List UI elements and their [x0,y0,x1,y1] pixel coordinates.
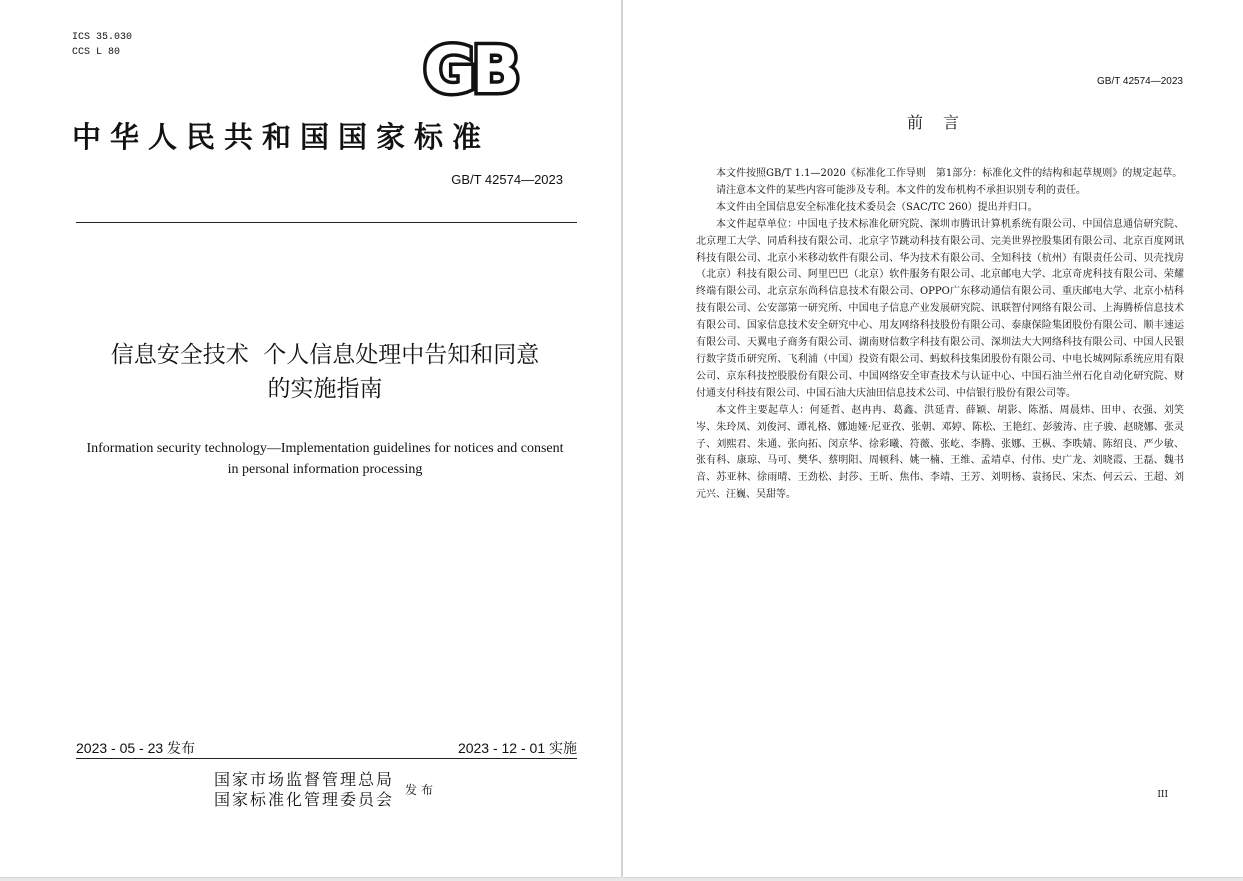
issuing-authorities [214,770,394,810]
page-number: III [1157,790,1168,800]
paragraph-drafting-rules: 本文件按照GB/T 1.1—2020《标准化工作导则 第1部分：标准化文件的结构和起草规则》的规定起草。 [716,168,1183,179]
paragraph-proposer: 本文件由全国信息安全标准化技术委员会（SAC/TC 260）提出并归口。 [716,201,1038,213]
document-title-en [70,438,580,480]
ics-code: ICS 35.030 [72,32,133,43]
publish-date: 2023 - 05 - 23 发布 [76,740,196,756]
issue-label: 发布 [405,783,438,797]
standard-number: GB/T 42574—2023 [451,172,563,187]
gb-logo-icon [408,36,532,100]
bottom-divider [76,758,577,759]
paragraph-drafting-units: 本文件起草单位：中国电子技术标准化研究院、深圳市腾讯计算机系统有限公司、中国信息通信研究院、北京理工大学、同盾科技有限公司、北京字节跳动科技有限公司、完美世界控股集团有限公司、北京百度网讯科技有限公司、北京小米移动软件有限公司、华为技术有限公司、全知科技（杭州）有限责任公司、贝壳找房（北京）科技有限公司、阿里巴巴（北京）软件服务有限公司、北京邮电大学、北京奇虎科技有限公司、荣耀终端有限公司、北京京东尚科信息技术有限公司、OPPO广东移动通信有限公司、重庆邮电大学、北京小桔科技有限公司、公安部第一研究所、中国电子信息产业发展研究院、讯联智付网络有限公司、上海腾桥信息技术有限公司、国家信息技术安全研究中心、用友网络科技股份有限公司、泰康保险集团股份有限公司、顺丰速运有限公司、天翼电子商务有限公司、湖南财信数字科技有限公司、深圳法大大网络科技有限公司、中国人民银行数字货币研究所、飞利浦（中国）投资有限公司、蚂蚁科技集团股份有限公司、中电长城网际系统应用有限公司、京东科技控股股份有限公司、中国网络安全审查技术与认证中心、中国石油兰州石化自动化研究院、财付通支付科技有限公司、中国石油大庆油田信息技术公司、中信银行股份有限公司等。 [696,218,1184,399]
paragraph-patent-notice: 请注意本文件的某些内容可能涉及专利。本文件的发布机构不承担识别专利的责任。 [716,184,1086,196]
ccs-code: CCS L 80 [72,47,121,58]
top-divider [76,222,577,223]
cover-page [0,0,621,877]
implementation-date: 2023 - 12 - 01 实施 [457,740,577,756]
foreword-heading: 前言 [906,113,979,132]
title-zh-line-1: 信息安全技术 个人信息处理中告知和同意 [110,342,540,368]
issuer-sac: 国家标准化管理委员会 [214,790,395,809]
issuer-samr: 国家市场监督管理总局 [214,770,395,789]
svg-text:GB: GB [423,36,517,100]
document-title-zh [60,338,590,406]
page-header-standard-number: GB/T 42574—2023 [1097,76,1183,87]
title-en-line-1: Information security technology—Implementation guidelines for notices and consent [86,441,564,456]
foreword-body [696,166,1184,504]
standard-category-title: 中华人民共和国国家标准 [72,120,491,154]
foreword-page [623,0,1243,877]
classification-codes [72,30,132,60]
title-en-line-2: in personal information processing [227,462,423,477]
title-zh-line-2: 的实施指南 [267,376,383,402]
paragraph-drafters: 本文件主要起草人：何延哲、赵冉冉、葛鑫、洪延青、薛颖、胡影、陈湉、周晨炜、田申、衣强、刘笑岑、朱玲凤、刘俊河、谭礼格、娜迪娅·尼亚孜、张朝、邓婷、陈松、王艳红、彭骏涛、庄子骏、赵晓娜、张灵子、刘熙君、朱通、张向拓、闵京华、徐彩曦、符薇、张屹、李腾、张娜、王枞、李昳婧、陈绍良、严少敏、张有科、康琼、马可、樊华、蔡明阳、周顿科、姚一楠、王维、孟靖卓、付伟、史广龙、刘晓霞、王磊、魏书音、苏亚林、徐雨晴、王劲松、封莎、王昕、焦伟、李靖、王芳、刘明杨、袁扬民、宋杰、何云云、王超、刘元兴、汪巍、吴甜等。 [696,404,1184,501]
